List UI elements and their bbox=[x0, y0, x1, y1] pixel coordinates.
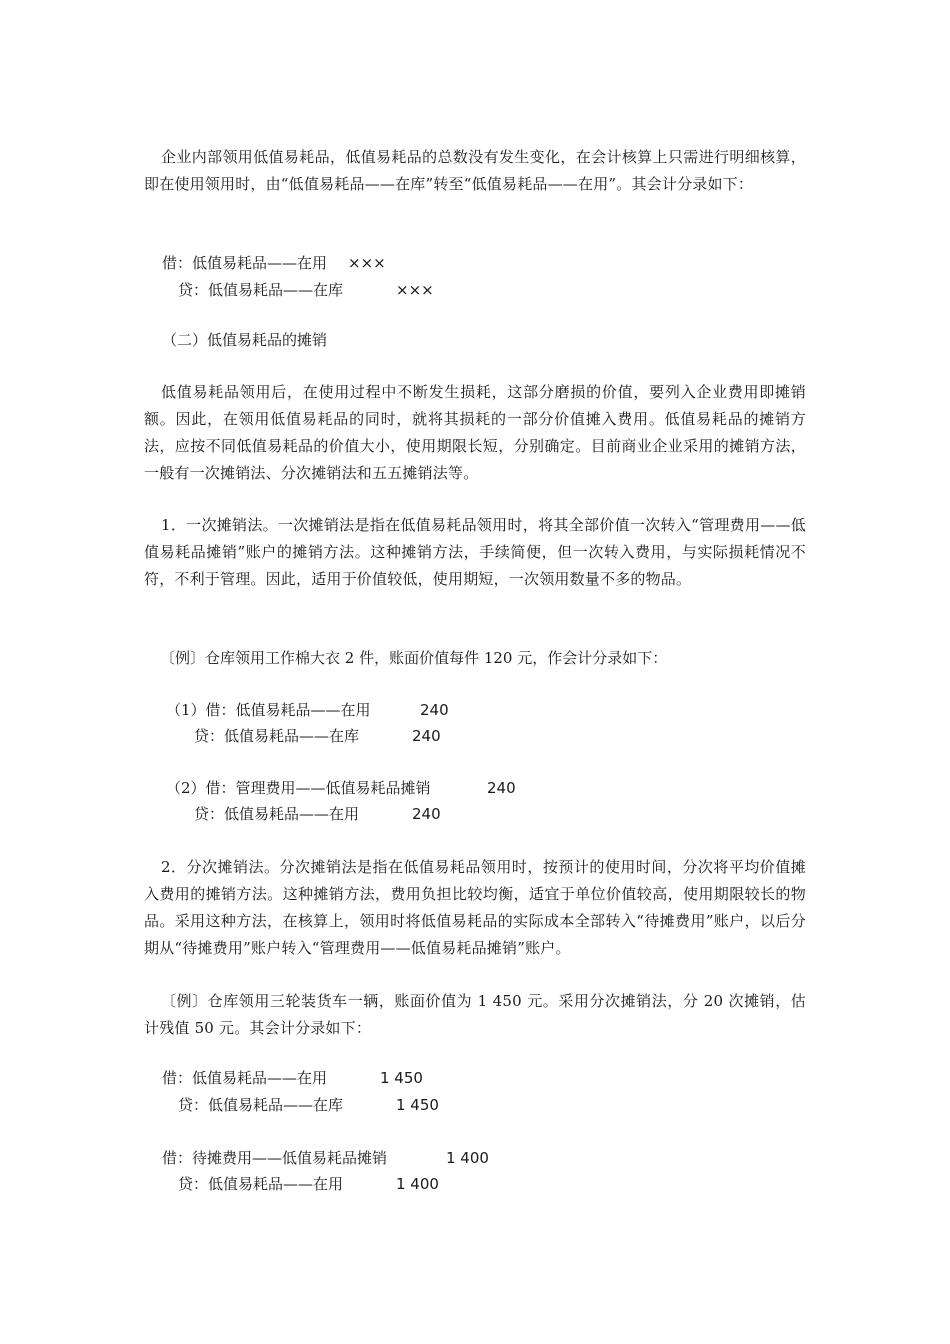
paragraph-installment-method: 2．分次摊销法。分次摊销法是指在低值易耗品领用时，按预计的使用时间，分次将平均价值摊入费用的摊销方法。这种摊销方法，费用负担比较均衡，适宜于单位价值较高，使用期限较长的物品。采用这种方法，在核算上，领用时将低值易耗品的实际成本全部转入“待摊费用”账户，以后分期从“待摊费用”账户转入“管理费用——低值易耗品摊销”账户。 bbox=[144, 858, 806, 957]
entry2-credit-amount: 240 bbox=[412, 727, 441, 745]
entry5-credit-amount: 1 400 bbox=[396, 1175, 439, 1193]
entry3-debit: （2）借：管理费用——低值易耗品摊销 bbox=[166, 779, 431, 797]
entry3-debit-amount: 240 bbox=[487, 779, 516, 797]
paragraph-one-time-method: 1．一次摊销法。一次摊销法是指在低值易耗品领用时，将其全部价值一次转入“管理费用——低值易耗品摊销”账户的摊销方法。这种摊销方法，手续简便，但一次转入费用，与实际损耗情况不符，不利于管理。因此，适用于价值较低，使用期短，一次领用数量不多的物品。 bbox=[144, 516, 806, 588]
paragraph-amortization: 低值易耗品领用后，在使用过程中不断发生损耗，这部分磨损的价值，要列入企业费用即摊销额。因此，在领用低值易耗品的同时，就将其损耗的一部分价值摊入费用。低值易耗品的摊销方法，应按不同低值易耗品的价值大小，使用期限长短，分别确定。目前商业企业采用的摊销方法，一般有一次摊销法、分次摊销法和五五摊销法等。 bbox=[144, 383, 806, 482]
entry3-credit: 贷：低值易耗品——在用 bbox=[194, 805, 360, 823]
entry1-debit: 借：低值易耗品——在用 bbox=[162, 254, 328, 272]
entry2-debit: （1）借：低值易耗品——在用 bbox=[166, 701, 371, 719]
entry5-credit: 贷：低值易耗品——在用 bbox=[178, 1175, 344, 1193]
entry4-debit: 借：低值易耗品——在用 bbox=[162, 1069, 328, 1087]
entry3-credit-amount: 240 bbox=[412, 805, 441, 823]
entry4-credit-amount: 1 450 bbox=[396, 1096, 439, 1114]
entry4-debit-amount: 1 450 bbox=[380, 1069, 423, 1087]
entry1-credit-amount: ××× bbox=[396, 281, 434, 299]
paragraph-tricycle-example: 〔例〕仓库领用三轮装货车一辆，账面价值为 1 450 元。采用分次摊销法，分 20 次摊销，估计残值 50 元。其会计分录如下： bbox=[144, 992, 806, 1037]
entry1-debit-amount: ××× bbox=[348, 254, 386, 272]
entry5-debit-amount: 1 400 bbox=[446, 1149, 489, 1167]
entry1-credit: 贷：低值易耗品——在库 bbox=[178, 281, 344, 299]
paragraph-internal-use: 企业内部领用低值易耗品，低值易耗品的总数没有发生变化，在会计核算上只需进行明细核算，即在使用领用时，由“低值易耗品——在库”转至“低值易耗品——在用”。其会计分录如下： bbox=[144, 148, 806, 193]
entry5-debit: 借：待摊费用——低值易耗品摊销 bbox=[162, 1149, 388, 1167]
entry2-debit-amount: 240 bbox=[420, 701, 449, 719]
entry4-credit: 贷：低值易耗品——在库 bbox=[178, 1096, 344, 1114]
entry2-credit: 贷：低值易耗品——在库 bbox=[194, 727, 360, 745]
example-cotton-coat: 〔例〕仓库领用工作棉大衣 2 件，账面价值每件 120 元，作会计分录如下： bbox=[160, 649, 668, 667]
section-heading: （二）低值易耗品的摊销 bbox=[162, 331, 328, 349]
